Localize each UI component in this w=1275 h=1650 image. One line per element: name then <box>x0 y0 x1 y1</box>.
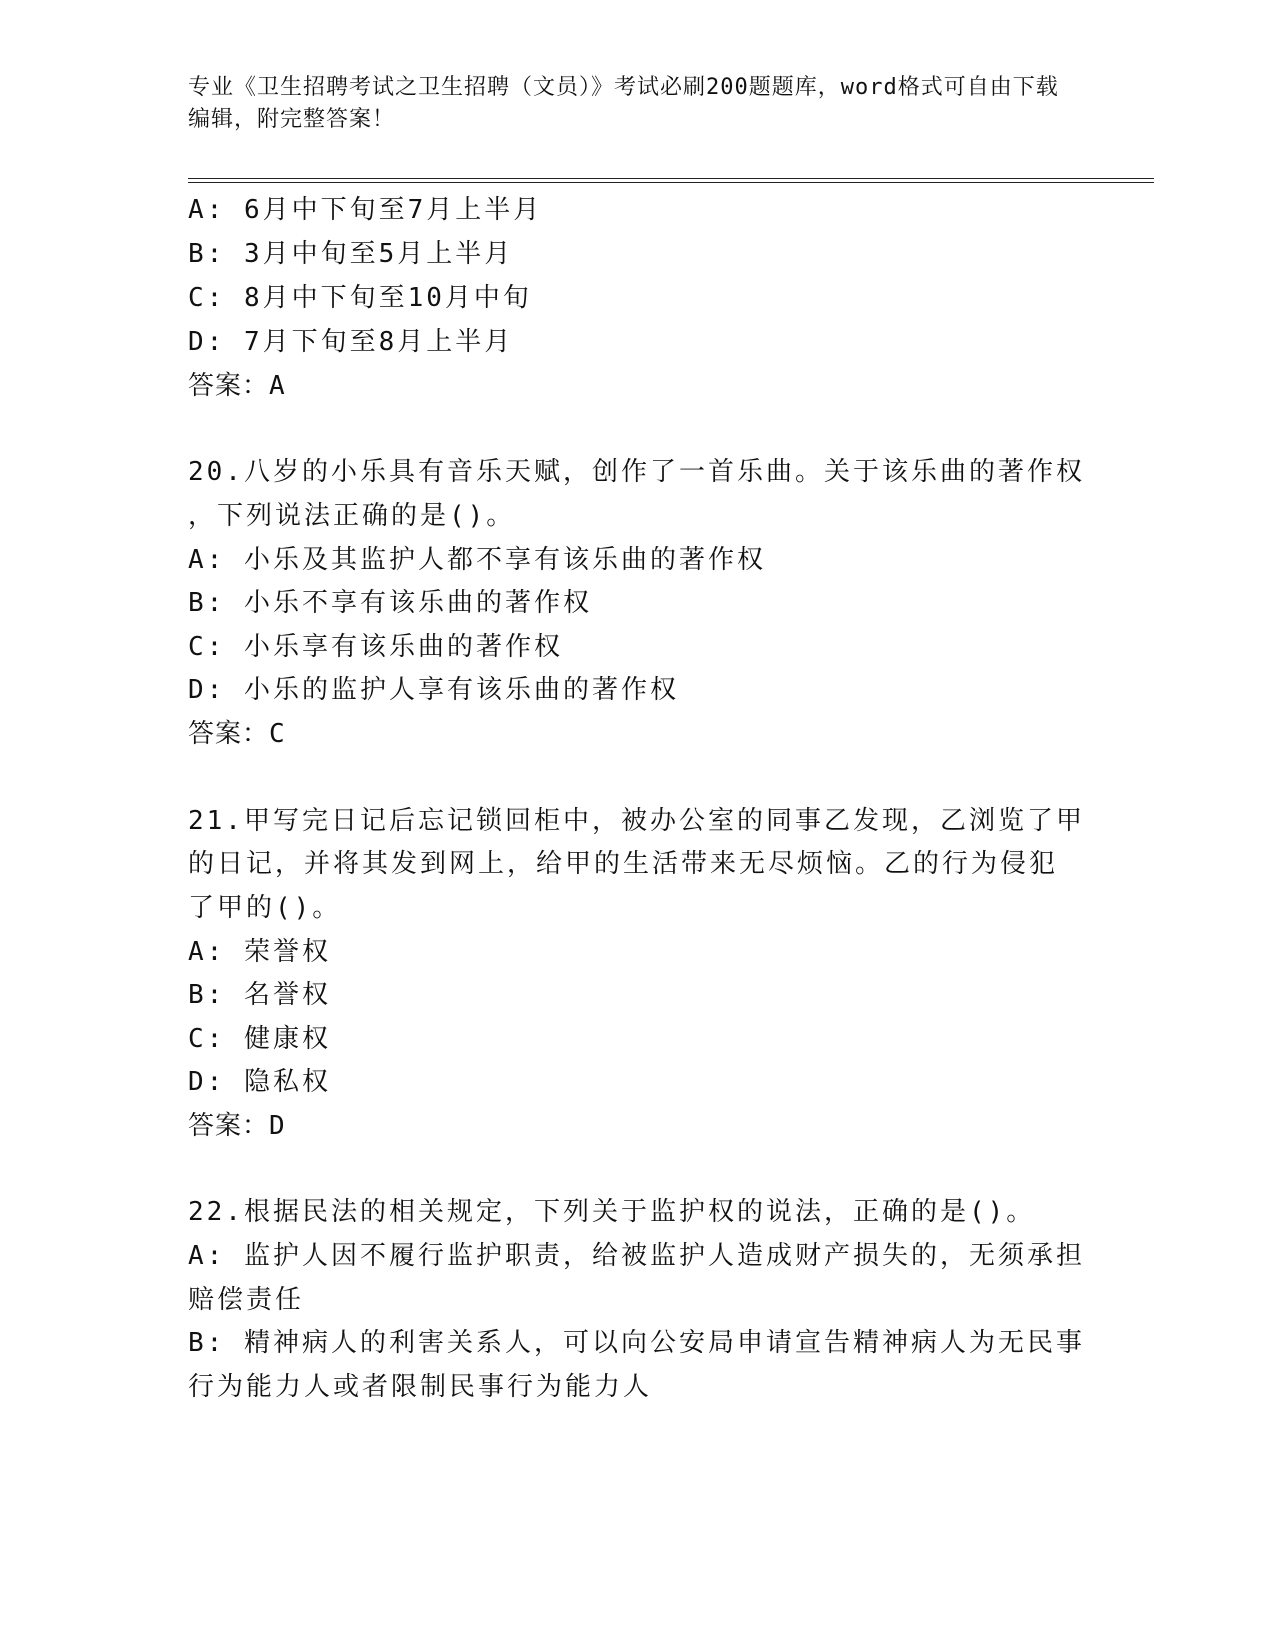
header-divider-second <box>188 182 1154 183</box>
option-b-continued: 行为能力人或者限制民事行为能力人 <box>188 1372 653 1402</box>
answer: 答案：D <box>188 1111 286 1141</box>
question-stem: ，下列说法正确的是()。 <box>188 501 516 531</box>
option-a: A: 荣誉权 <box>188 937 331 967</box>
option-c: C: 小乐享有该乐曲的著作权 <box>188 632 563 662</box>
option-c: C: 8月中下旬至10月中旬 <box>188 283 532 313</box>
option-a: A: 小乐及其监护人都不享有该乐曲的著作权 <box>188 545 766 575</box>
option-b: B: 精神病人的利害关系人，可以向公安局申请宣告精神病人为无民事 <box>188 1328 1085 1358</box>
header-divider <box>188 178 1154 179</box>
option-c: C: 健康权 <box>188 1024 331 1054</box>
option-a: A: 监护人因不履行监护职责，给被监护人造成财产损失的，无须承担 <box>188 1241 1085 1271</box>
option-a-continued: 赔偿责任 <box>188 1285 305 1315</box>
option-b: B: 3月中旬至5月上半月 <box>188 239 514 269</box>
question-stem: 了甲的()。 <box>188 893 342 923</box>
option-b: B: 名誉权 <box>188 980 331 1010</box>
option-d: D: 7月下旬至8月上半月 <box>188 327 514 357</box>
question-stem: 22.根据民法的相关规定，下列关于监护权的说法，正确的是()。 <box>188 1197 1036 1227</box>
option-d: D: 隐私权 <box>188 1067 331 1097</box>
answer: 答案：C <box>188 719 286 749</box>
option-d: D: 小乐的监护人享有该乐曲的著作权 <box>188 675 679 705</box>
document-header: 专业《卫生招聘考试之卫生招聘（文员）》考试必刷200题题库，word格式可自由下载编辑，附完整答案！ <box>188 75 1059 132</box>
option-a: A: 6月中下旬至7月上半月 <box>188 195 543 225</box>
question-stem: 的日记，并将其发到网上，给甲的生活带来无尽烦恼。乙的行为侵犯 <box>188 849 1059 879</box>
question-stem: 21.甲写完日记后忘记锁回柜中，被办公室的同事乙发现，乙浏览了甲 <box>188 806 1085 836</box>
question-stem: 20.八岁的小乐具有音乐天赋，创作了一首乐曲。关于该乐曲的著作权 <box>188 457 1085 487</box>
answer: 答案：A <box>188 371 286 401</box>
option-b: B: 小乐不享有该乐曲的著作权 <box>188 588 592 618</box>
